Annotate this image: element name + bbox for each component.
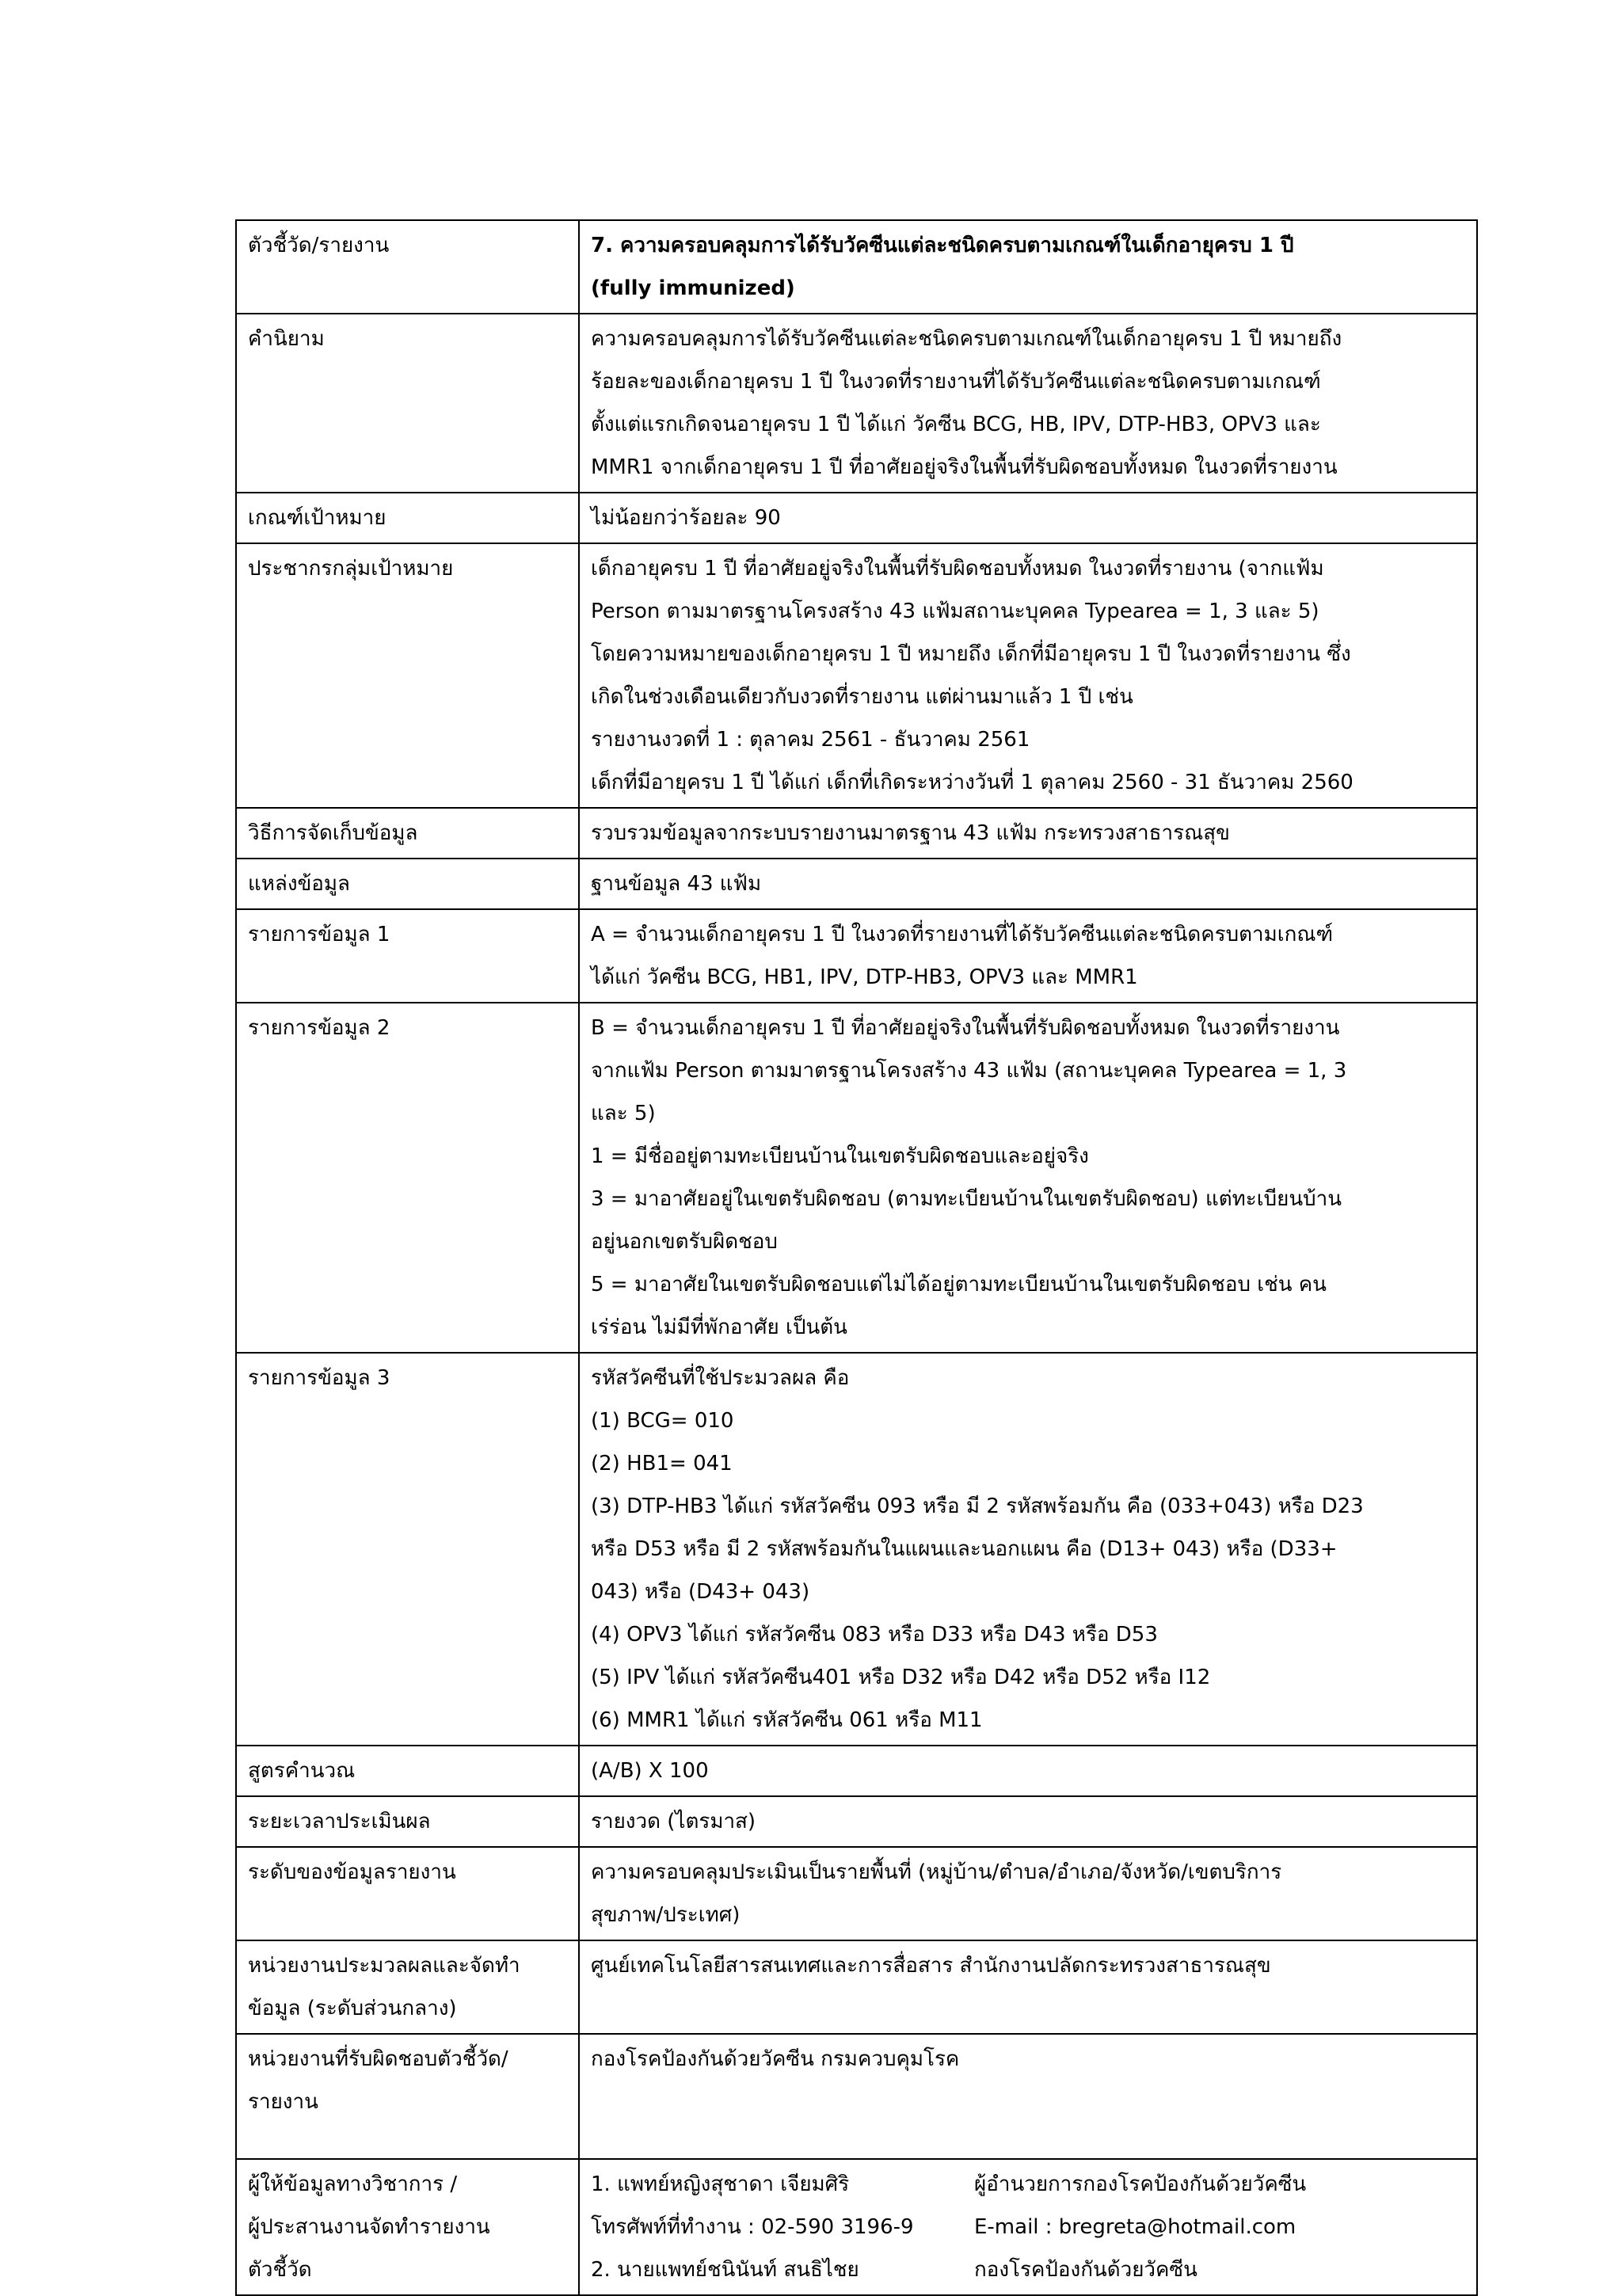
table-row [236,1796,1477,1847]
row-value-line: (3) DTP-HB3 ได้แก่ รหัสวัคซีน 093 หรือ มี 2 รหัสพร้อมกัน คือ (033+043) หรือ D23 [591,1494,1364,1518]
row-label-cell [236,220,579,314]
row-value-cell [579,1847,1477,1940]
row-label-line: รายงาน [248,2090,318,2114]
contact-label-line: ผู้ประสานงานจัดทำรายงาน [248,2215,490,2239]
table-row [236,493,1477,543]
row-value-cell [579,2034,1477,2159]
row-value-cell [579,1003,1477,1353]
contact-line-right: ผู้อำนวยการกองโรคป้องกันด้วยวัคซีน [974,2172,1307,2196]
indicator-title-line: (fully immunized) [591,276,795,300]
contact-line-right: กองโรคป้องกันด้วยวัคซีน [974,2258,1197,2282]
row-value-line: รายงวด (ไตรมาส) [591,1810,756,1833]
row-value-line: 3 = มาอาศัยอยู่ในเขตรับผิดชอบ (ตามทะเบียนบ้านในเขตรับผิดชอบ) แต่ทะเบียนบ้าน [591,1187,1342,1211]
row-value-line: ศูนย์เทคโนโลยีสารสนเทศและการสื่อสาร สำนักงานปลัดกระทรวงสาธารณสุข [591,1954,1271,1978]
row-value-line: กองโรคป้องกันด้วยวัคซีน กรมควบคุมโรค [591,2047,960,2071]
contact-label-cell [236,2159,579,2295]
row-label-line: หน่วยงานที่รับผิดชอบตัวชี้วัด/ [248,2047,508,2071]
table-row [236,1003,1477,1353]
row-label-line: วิธีการจัดเก็บข้อมูล [248,821,418,845]
row-value-line: Person ตามมาตรฐานโครงสร้าง 43 แฟ้มสถานะบุคคล Typearea = 1, 3 และ 5) [591,600,1319,623]
row-value-line: (5) IPV ได้แก่ รหัสวัคซีน401 หรือ D32 หรือ D42 หรือ D52 หรือ I12 [591,1666,1211,1689]
row-label-line: รายการข้อมูล 2 [248,1016,390,1040]
row-value-line: ความครอบคลุมประเมินเป็นรายพื้นที่ (หมู่บ้าน/ตำบล/อำเภอ/จังหวัด/เขตบริการ [591,1860,1282,1884]
row-label-cell [236,808,579,859]
row-value-line: (1) BCG= 010 [591,1409,734,1433]
row-value-line: และ 5) [591,1102,656,1125]
table-row [236,1940,1477,2034]
row-value-line: A = จำนวนเด็กอายุครบ 1 ปี ในงวดที่รายงานที่ได้รับวัคซีนแต่ละชนิดครบตามเกณฑ์ [591,923,1334,946]
contact-label-line: ตัวชี้วัด [248,2258,312,2282]
row-value-line: (4) OPV3 ได้แก่ รหัสวัคซีน 083 หรือ D33 หรือ D43 หรือ D53 [591,1623,1158,1647]
row-label-line: รายการข้อมูล 3 [248,1366,390,1390]
row-value-cell [579,314,1477,493]
row-value-cell [579,909,1477,1003]
row-value-cell [579,1746,1477,1796]
row-value-cell [579,1353,1477,1746]
contact-line [591,2163,1465,2206]
contact-line-left: โทรศัพท์ที่ทำงาน : 02-590 3196-9 [591,2215,914,2239]
row-label-line: ข้อมูล (ระดับส่วนกลาง) [248,1997,457,2020]
contact-line [591,2206,1465,2248]
row-value-line: (6) MMR1 ได้แก่ รหัสวัคซีน 061 หรือ M11 [591,1708,983,1732]
row-value-line: หรือ D53 หรือ มี 2 รหัสพร้อมกันในแผนและนอกแผน คือ (D13+ 043) หรือ (D33+ [591,1537,1338,1561]
row-label-line: หน่วยงานประมวลผลและจัดทำ [248,1954,520,1978]
row-value-line: ความครอบคลุมการได้รับวัคซีนแต่ละชนิดครบตามเกณฑ์ในเด็กอายุครบ 1 ปี หมายถึง [591,327,1342,351]
row-label-line: ระยะเวลาประเมินผล [248,1810,431,1833]
row-label-line: เกณฑ์เป้าหมาย [248,506,386,530]
row-value-cell [579,1940,1477,2034]
contact-line [591,2248,1465,2291]
row-value-line: อยู่นอกเขตรับผิดชอบ [591,1230,778,1254]
table-row [236,909,1477,1003]
row-value-line: (A/B) X 100 [591,1759,709,1783]
row-value-line: ร้อยละของเด็กอายุครบ 1 ปี ในงวดที่รายงานที่ได้รับวัคซีนแต่ละชนิดครบตามเกณฑ์ [591,370,1321,394]
row-value-line: 5 = มาอาศัยในเขตรับผิดชอบแต่ไม่ได้อยู่ตามทะเบียนบ้านในเขตรับผิดชอบ เช่น คน [591,1273,1327,1296]
row-value-line: 043) หรือ (D43+ 043) [591,1580,810,1604]
row-label-line: คำนิยาม [248,327,325,351]
row-value-line: โดยความหมายของเด็กอายุครบ 1 ปี หมายถึง เด็กที่มีอายุครบ 1 ปี ในงวดที่รายงาน ซึ่ง [591,642,1351,666]
row-value-line: ไม่น้อยกว่าร้อยละ 90 [591,506,781,530]
table-row [236,543,1477,808]
table-row [236,220,1477,314]
row-value-line: เกิดในช่วงเดือนเดียวกับงวดที่รายงาน แต่ผ่านมาแล้ว 1 ปี เช่น [591,685,1133,709]
row-value-line: สุขภาพ/ประเทศ) [591,1903,741,1927]
contact-value-cell [579,2159,1477,2295]
contact-line-left: 2. นายแพทย์ชนินันท์ สนธิไชย [591,2258,859,2282]
row-value-line: 1 = มีชื่ออยู่ตามทะเบียนบ้านในเขตรับผิดชอบและอยู่จริง [591,1144,1089,1168]
row-value-line: B = จำนวนเด็กอายุครบ 1 ปี ที่อาศัยอยู่จริงในพื้นที่รับผิดชอบทั้งหมด ในงวดที่รายงาน [591,1016,1340,1040]
table-row [236,1746,1477,1796]
row-value-cell [579,808,1477,859]
table-row [236,1847,1477,1940]
row-label-cell [236,1003,579,1353]
row-value-line: เด็กอายุครบ 1 ปี ที่อาศัยอยู่จริงในพื้นที่รับผิดชอบทั้งหมด ในงวดที่รายงาน (จากแฟ้ม [591,557,1324,581]
row-label-line: ระดับของข้อมูลรายงาน [248,1860,456,1884]
row-label-cell [236,543,579,808]
row-label-cell [236,1746,579,1796]
row-label-cell [236,1353,579,1746]
row-value-line: MMR1 จากเด็กอายุครบ 1 ปี ที่อาศัยอยู่จริงในพื้นที่รับผิดชอบทั้งหมด ในงวดที่รายงาน [591,455,1338,479]
table-row [236,1353,1477,1746]
table-body [236,220,1477,2295]
row-label-cell [236,1796,579,1847]
contact-row [236,2159,1477,2295]
row-label-line: ประชากรกลุ่มเป้าหมาย [248,557,454,581]
row-value-line: (2) HB1= 041 [591,1452,733,1475]
indicator-table [235,219,1478,2296]
row-value-cell [579,493,1477,543]
row-label-line: ตัวชี้วัด/รายงาน [248,234,390,257]
row-label-cell [236,859,579,909]
row-value-cell [579,1796,1477,1847]
row-label-cell [236,314,579,493]
contact-line-right: E-mail : bregreta@hotmail.com [974,2215,1296,2239]
table-row [236,314,1477,493]
row-value-cell [579,543,1477,808]
row-label-cell [236,493,579,543]
contact-line-left: 1. แพทย์หญิงสุชาดา เจียมศิริ [591,2172,850,2196]
row-label-line: แหล่งข้อมูล [248,872,350,896]
row-label-cell [236,1847,579,1940]
row-label-cell [236,1940,579,2034]
indicator-title-line: 7. ความครอบคลุมการได้รับวัคซีนแต่ละชนิดครบตามเกณฑ์ในเด็กอายุครบ 1 ปี [591,234,1294,257]
row-value-line: ฐานข้อมูล 43 แฟ้ม [591,872,762,896]
row-value-line: เด็กที่มีอายุครบ 1 ปี ได้แก่ เด็กที่เกิดระหว่างวันที่ 1 ตุลาคม 2560 - 31 ธันวาคม 2560 [591,771,1354,794]
row-value-line: รายงานงวดที่ 1 : ตุลาคม 2561 - ธันวาคม 2561 [591,728,1030,752]
row-label-line: รายการข้อมูล 1 [248,923,390,946]
row-value-line: รหัสวัคซีนที่ใช้ประมวลผล คือ [591,1366,850,1390]
contact-label-line: ผู้ให้ข้อมูลทางวิชาการ / [248,2172,458,2196]
table-row [236,808,1477,859]
table-row [236,859,1477,909]
row-value-line: เร่ร่อน ไม่มีที่พักอาศัย เป็นต้น [591,1316,847,1339]
table-row [236,2034,1477,2159]
row-value-line: จากแฟ้ม Person ตามมาตรฐานโครงสร้าง 43 แฟ้ม (สถานะบุคคล Typearea = 1, 3 [591,1059,1347,1083]
row-value-line: รวบรวมข้อมูลจากระบบรายงานมาตรฐาน 43 แฟ้ม กระทรวงสาธารณสุข [591,821,1230,845]
row-value-cell [579,859,1477,909]
row-label-cell [236,909,579,1003]
row-value-line: ได้แก่ วัคซีน BCG, HB1, IPV, DTP-HB3, OPV3 และ MMR1 [591,965,1138,989]
row-value-line: ตั้งแต่แรกเกิดจนอายุครบ 1 ปี ได้แก่ วัคซีน BCG, HB, IPV, DTP-HB3, OPV3 และ [591,413,1321,436]
row-value-cell [579,220,1477,314]
row-label-line: สูตรคำนวณ [248,1759,356,1783]
row-label-cell [236,2034,579,2159]
